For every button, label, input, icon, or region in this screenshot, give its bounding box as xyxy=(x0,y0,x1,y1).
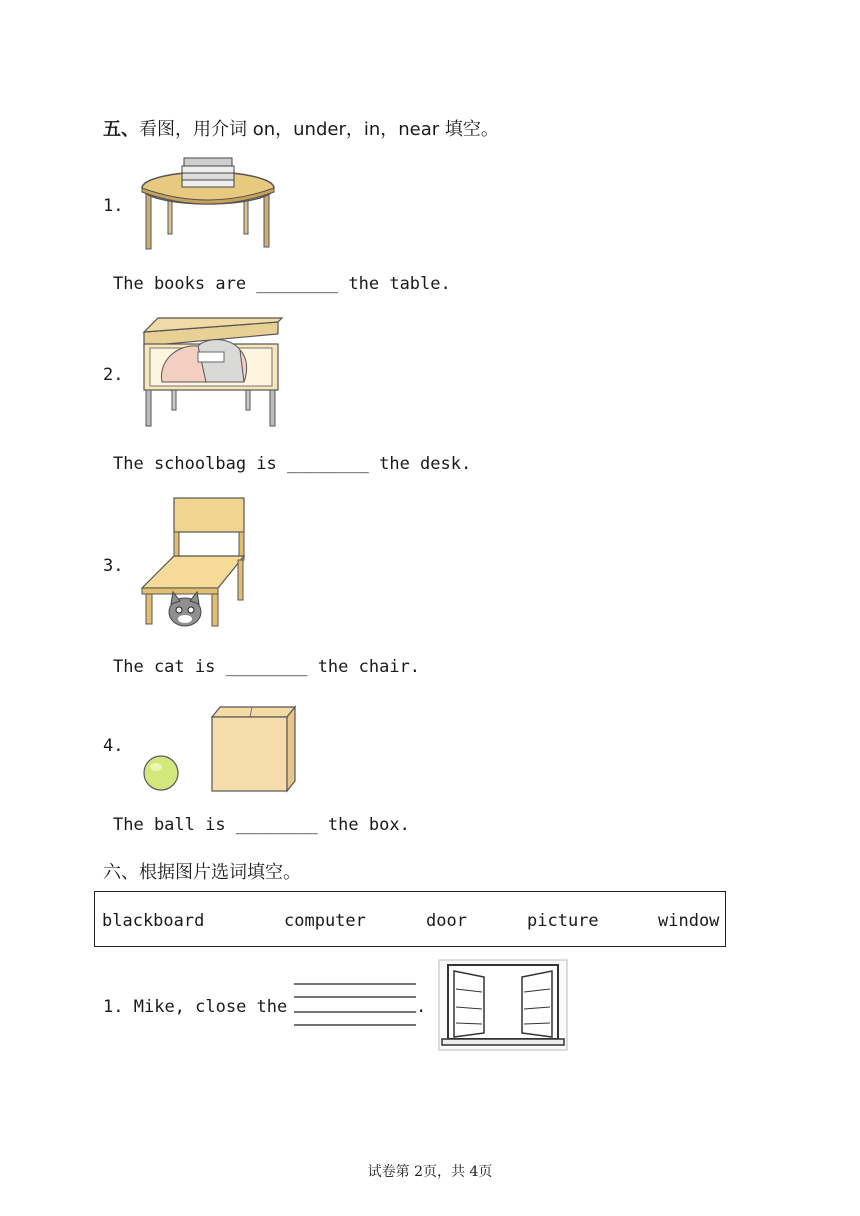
sentence: The books are ________ the table. xyxy=(113,274,451,294)
word-bank-box xyxy=(94,891,726,947)
window-image xyxy=(438,959,568,1051)
section-5-number: 五、 xyxy=(103,119,139,140)
item-number: 1. xyxy=(103,997,124,1017)
word-option: door xyxy=(426,911,467,931)
sentence: The ball is ________ the box. xyxy=(113,815,410,835)
desk-with-schoolbag-image xyxy=(136,316,284,430)
item-number: 2. xyxy=(103,365,124,385)
word-option: blackboard xyxy=(102,911,205,931)
section-6-item xyxy=(103,997,287,1017)
item-text: Mike, close the xyxy=(133,997,288,1017)
table-with-books-image xyxy=(138,156,280,252)
sentence-end: . xyxy=(416,997,427,1017)
word-option: computer xyxy=(284,911,366,931)
item-number: 3. xyxy=(103,556,124,576)
sentence: The schoolbag is ________ the desk. xyxy=(113,454,472,474)
section-6-title: 六、根据图片选词填空。 xyxy=(103,862,301,883)
ball-and-box-image xyxy=(140,703,300,795)
item-number: 4. xyxy=(103,736,124,756)
sentence: The cat is ________ the chair. xyxy=(113,657,421,677)
item-number: 1. xyxy=(103,196,124,216)
word-option: picture xyxy=(527,911,599,931)
word-option: window xyxy=(658,911,720,931)
answer-lines xyxy=(292,978,426,1030)
chair-with-cat-image xyxy=(138,494,250,634)
page-footer: 试卷第 2页，共 4页 xyxy=(367,1164,493,1180)
section-5-heading xyxy=(103,115,499,141)
section-5-title: 看图，用介词 on，under，in，near 填空。 xyxy=(139,119,499,140)
